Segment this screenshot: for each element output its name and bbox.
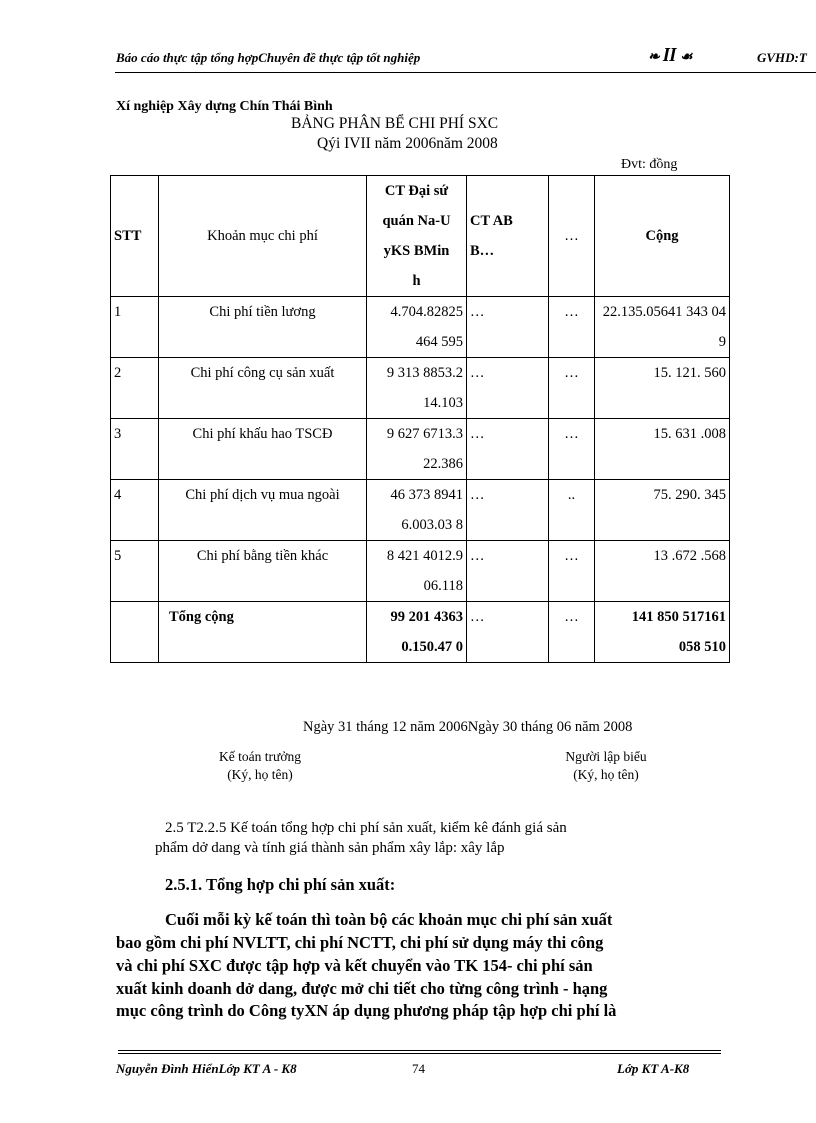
table-row bbox=[111, 358, 730, 419]
cell-ct2: … bbox=[467, 480, 549, 541]
paragraph-line: Cuối mỗi kỳ kế toán thì toàn bộ các khoản mục chi phí sản xuất bbox=[165, 910, 613, 929]
signature-left bbox=[200, 748, 320, 784]
cell-item: Chi phí bằng tiền khác bbox=[159, 541, 367, 602]
table-header-row bbox=[111, 176, 730, 297]
header-dots: … bbox=[549, 176, 595, 297]
cell-dots: .. bbox=[549, 480, 595, 541]
cell-ct2: … bbox=[467, 602, 549, 663]
cell-dots: … bbox=[549, 541, 595, 602]
paragraph-line: bao gồm chi phí NVLTT, chi phí NCTT, chi phí sử dụng máy thi công bbox=[116, 933, 604, 952]
cell-stt: 4 bbox=[111, 480, 159, 541]
paragraph-line: xuất kinh doanh dở dang, được mở chi tiết cho từng công trình - hạng bbox=[116, 979, 608, 998]
footer-left-text: Nguyễn Đình HiểnLớp KT A - K8 bbox=[116, 1061, 297, 1076]
section-heading-line2: phẩm dở dang và tính giá thành sản phẩm xây lắp: xây lắp bbox=[155, 840, 505, 856]
table-row bbox=[111, 419, 730, 480]
header-total: Cộng bbox=[595, 176, 730, 297]
cell-stt: 1 bbox=[111, 297, 159, 358]
cell-ct1: 4.704.82825 464 595 bbox=[367, 297, 467, 358]
table-total-row bbox=[111, 602, 730, 663]
report-subtitle: Qýi IVII năm 2006năm 2008 bbox=[317, 135, 498, 152]
cell-stt: 3 bbox=[111, 419, 159, 480]
header-rule bbox=[115, 72, 816, 73]
unit-label: Đvt: đồng bbox=[621, 157, 678, 172]
cell-total: 75. 290. 345 bbox=[595, 480, 730, 541]
cell-stt: 5 bbox=[111, 541, 159, 602]
table-row bbox=[111, 297, 730, 358]
table-row bbox=[111, 480, 730, 541]
header-ct1: CT Đại sứ quán Na-UyKS BMinh bbox=[367, 176, 467, 297]
footer-right-text: Lớp KT A-K8 bbox=[617, 1061, 690, 1076]
cell-ct1: 46 373 89416.003.03 8 bbox=[367, 480, 467, 541]
page-number: 74 bbox=[412, 1061, 425, 1076]
signature-left-sub: (Ký, họ tên) bbox=[227, 767, 293, 782]
cell-dots: … bbox=[549, 358, 595, 419]
company-name: Xí nghiệp Xây dựng Chín Thái Bình bbox=[116, 99, 333, 114]
cell-total: 13 .672 .568 bbox=[595, 541, 730, 602]
section-heading-line1: 2.5 T2.2.5 Kế toán tổng hợp chi phí sản xuất, kiểm kê đánh giá sản bbox=[165, 820, 567, 836]
footer-rule-2 bbox=[118, 1053, 721, 1054]
cell-ct1: 9 313 8853.214.103 bbox=[367, 358, 467, 419]
cell-item: Chi phí công cụ sản xuất bbox=[159, 358, 367, 419]
signature-right-title: Người lập biểu bbox=[565, 749, 647, 764]
cell-ct2: … bbox=[467, 297, 549, 358]
header-item: Khoản mục chi phí bbox=[159, 176, 367, 297]
paragraph-line: và chi phí SXC được tập hợp và kết chuyển vào TK 154- chi phí sản bbox=[116, 956, 593, 975]
signature-right-sub: (Ký, họ tên) bbox=[573, 767, 639, 782]
cost-allocation-table bbox=[110, 175, 730, 663]
cell-item: Chi phí dịch vụ mua ngoài bbox=[159, 480, 367, 541]
cell-ct1-total: 99 201 43630.150.47 0 bbox=[367, 602, 467, 663]
cell-item: Chi phí khấu hao TSCĐ bbox=[159, 419, 367, 480]
signature-right bbox=[546, 748, 666, 784]
cell-dots: … bbox=[549, 419, 595, 480]
table-row bbox=[111, 541, 730, 602]
paragraph-line: mục công trình do Công tyXN áp dụng phương pháp tập hợp chi phí là bbox=[116, 1001, 617, 1020]
cell-total: 22.135.05641 343 049 bbox=[595, 297, 730, 358]
cell-ct1: 9 627 6713.322.386 bbox=[367, 419, 467, 480]
cell-ct1: 8 421 4012.906.118 bbox=[367, 541, 467, 602]
header-left-text: Báo cáo thực tập tổng hợpChuyên đề thực tập tốt nghiệp bbox=[116, 50, 421, 65]
date-line: Ngày 31 tháng 12 năm 2006Ngày 30 tháng 06 năm 2008 bbox=[303, 719, 633, 735]
report-title: BẢNG PHÂN BỂ CHI PHÍ SXC bbox=[291, 115, 499, 132]
cell-dots: … bbox=[549, 602, 595, 663]
subsection-heading: 2.5.1. Tổng hợp chi phí sản xuất: bbox=[165, 875, 396, 894]
cell-total: 15. 121. 560 bbox=[595, 358, 730, 419]
cell-item: Chi phí tiền lương bbox=[159, 297, 367, 358]
cell-stt bbox=[111, 602, 159, 663]
footer-rule-1 bbox=[118, 1050, 721, 1051]
signature-left-title: Kế toán trưởng bbox=[219, 749, 301, 764]
header-stt: STT bbox=[111, 176, 159, 297]
header-right-text: GVHD:T bbox=[757, 50, 807, 65]
cell-total-label: Tổng cộng bbox=[159, 602, 367, 663]
cell-ct2: … bbox=[467, 541, 549, 602]
cell-total: 15. 631 .008 bbox=[595, 419, 730, 480]
header-ct2: CT ABB… bbox=[467, 176, 549, 297]
cell-ct2: … bbox=[467, 419, 549, 480]
cell-grand-total: 141 850 517161 058 510 bbox=[595, 602, 730, 663]
ornament-icon: ❧ ꟾꟾ ☙ bbox=[648, 50, 693, 65]
cell-ct2: … bbox=[467, 358, 549, 419]
cell-dots: … bbox=[549, 297, 595, 358]
cell-stt: 2 bbox=[111, 358, 159, 419]
